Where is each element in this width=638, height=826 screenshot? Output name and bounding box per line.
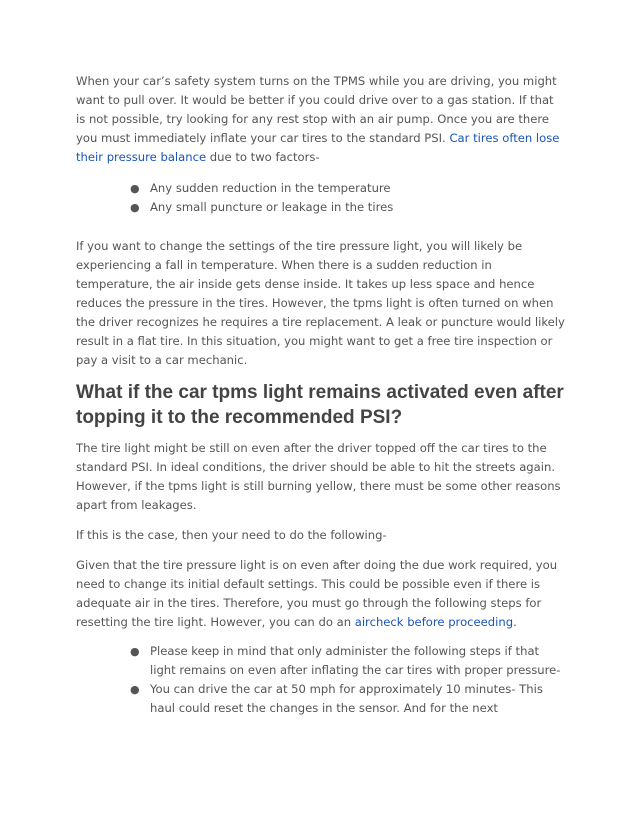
link-aircheck[interactable]: aircheck before proceeding bbox=[354, 615, 514, 629]
link-pressure-balance[interactable]: Car tires often lose their pressure balance bbox=[76, 131, 560, 164]
document-content bbox=[76, 72, 566, 718]
bullet-icon: ● bbox=[130, 182, 140, 195]
list-pressure-factors bbox=[76, 179, 566, 217]
list-item: ● You can drive the car at 50 mph for approximately 10 minutes- This haul could reset the changes in the sensor. And for the next bbox=[130, 682, 543, 715]
paragraph-light-still-on: The tire light might be still on even after the driver topped off the car tires to the standard PSI. In ideal conditions, the driver should be able to hit the streets again. However, if the tpms light is still burning yellow, there must be some other reasons apart from leakages. bbox=[76, 441, 561, 512]
list-item: ● Please keep in mind that only administer the following steps if that light remains on even after inflating the car tires with proper pressure- bbox=[130, 644, 561, 677]
section-heading: What if the car tpms light remains activated even after topping it to the recommended PSI? bbox=[76, 382, 564, 428]
list-item: ● Any small puncture or leakage in the tires bbox=[130, 198, 566, 217]
bullet-icon: ● bbox=[130, 201, 140, 214]
paragraph-reset-settings: Given that the tire pressure light is on even after doing the due work required, you need to change its initial default settings. This could be possible even if there is adequate air in the tires. Therefore, you must go through the following steps for resetting the tire light. However, you can do an aircheck before proceeding. bbox=[76, 558, 558, 629]
list-reset-steps bbox=[76, 642, 566, 718]
bullet-icon: ● bbox=[130, 645, 140, 658]
paragraph-follow-steps: If this is the case, then your need to do the following- bbox=[76, 528, 387, 542]
paragraph-temperature: If you want to change the settings of the tire pressure light, you will likely be experiencing a fall in temperature. When there is a sudden reduction in temperature, the air inside gets dense inside. It takes up less space and hence reduces the pressure in the tires. However, the tpms light is often turned on when the driver recognizes he requires a tire replacement. A leak or puncture would likely result in a flat tire. In this situation, you might want to get a free tire inspection or pay a visit to a car mechanic. bbox=[76, 239, 565, 367]
bullet-icon: ● bbox=[130, 683, 140, 696]
list-item: ● Any sudden reduction in the temperature bbox=[130, 179, 566, 198]
paragraph-tpms-intro: When your car’s safety system turns on the TPMS while you are driving, you might want to pull over. It would be better if you could drive over to a gas station. If that is not possible, try looking for any rest stop with an air pump. Once you are there you must immediately inflate your car tires to the standard PSI. Car tires often lose their pressure balance due to two factors- bbox=[76, 74, 560, 164]
